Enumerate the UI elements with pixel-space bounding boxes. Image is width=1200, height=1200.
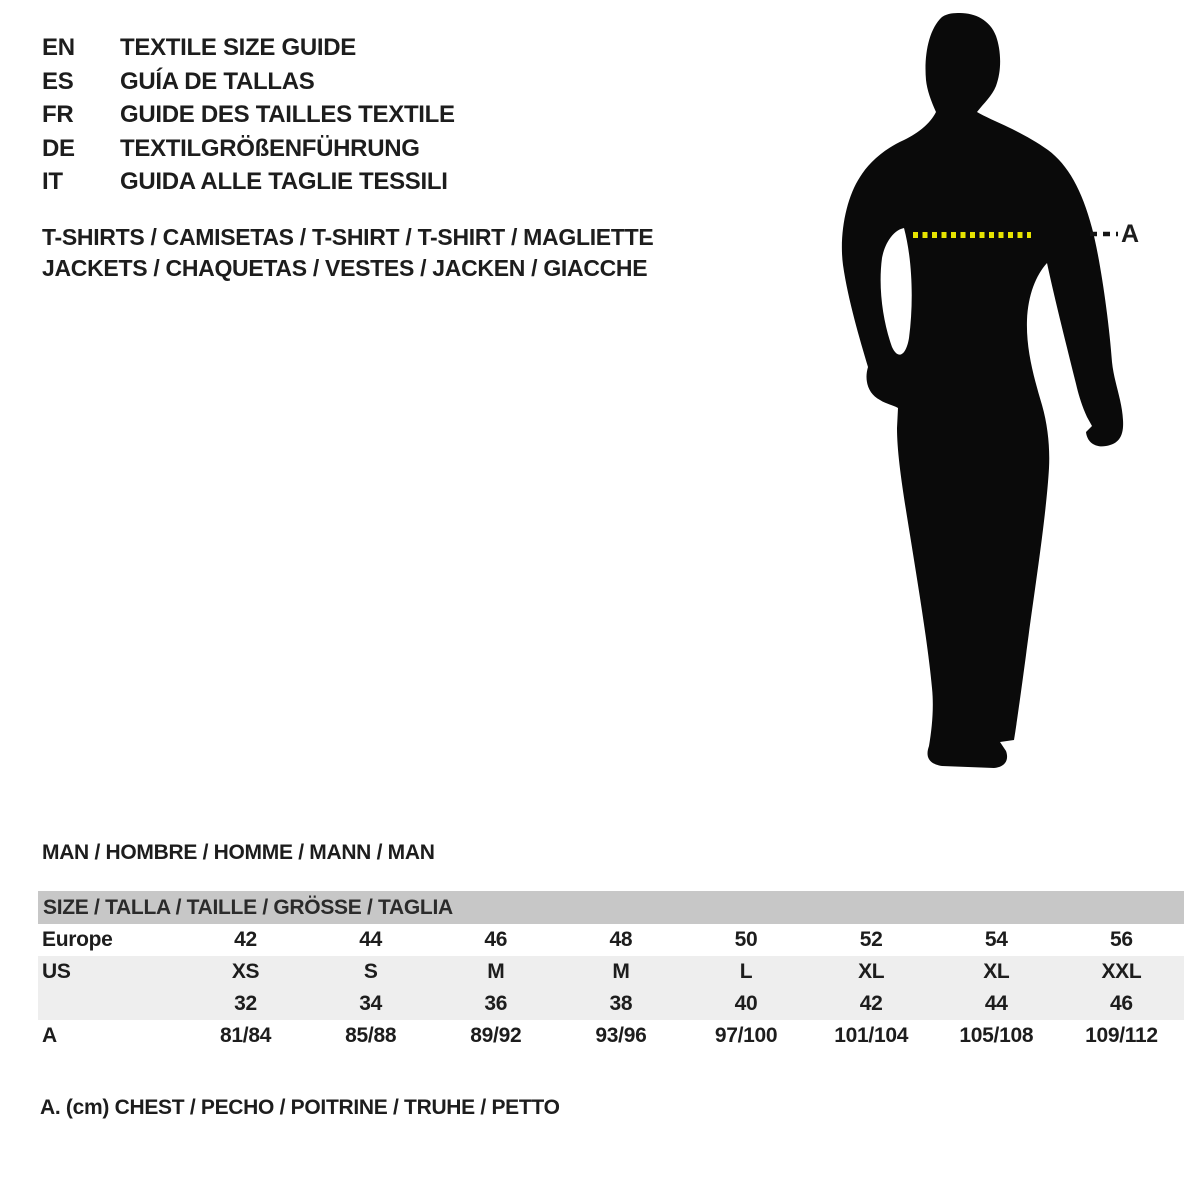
table-row-us	[38, 956, 1184, 988]
table-row-numeric	[38, 988, 1184, 1020]
size-value: 52	[859, 928, 883, 951]
language-code: IT	[42, 168, 63, 195]
man-silhouette-figure	[820, 0, 1180, 800]
row-label: A	[42, 1024, 57, 1047]
size-value: 44	[984, 992, 1008, 1015]
size-value: 32	[234, 992, 257, 1015]
size-value: S	[363, 960, 378, 983]
language-code: EN	[42, 34, 75, 61]
size-value: M	[612, 960, 630, 983]
size-value: 36	[484, 992, 508, 1015]
size-value: 48	[609, 928, 633, 951]
table-row-europe	[38, 924, 1184, 956]
language-row	[42, 31, 455, 65]
measurement-legend: A. (cm) CHEST / PECHO / POITRINE / TRUHE / PETTO	[40, 1096, 560, 1119]
size-value: 89/92	[470, 1024, 522, 1047]
size-value: 93/96	[595, 1024, 647, 1047]
man-silhouette	[820, 0, 1180, 800]
size-value: 54	[984, 928, 1008, 951]
size-value: 46	[1110, 992, 1133, 1015]
language-code: DE	[42, 134, 75, 162]
size-value: 40	[734, 992, 758, 1015]
size-value: 56	[1110, 928, 1133, 951]
language-title: TEXTILGRÖßENFÜHRUNG	[120, 134, 420, 162]
language-row	[42, 165, 455, 199]
category-line-tshirts: T-SHIRTS / CAMISETAS / T-SHIRT / T-SHIRT / MAGLIETTE	[42, 224, 654, 250]
language-row	[42, 98, 455, 132]
man-silhouette-path	[842, 13, 1123, 768]
language-title: TEXTILE SIZE GUIDE	[120, 34, 356, 61]
size-value: 44	[359, 928, 383, 951]
language-title: GUIDE DES TAILLES TEXTILE	[120, 101, 455, 128]
size-value: 97/100	[714, 1024, 778, 1047]
size-value: 109/112	[1085, 1024, 1158, 1047]
size-value: XS	[231, 960, 260, 983]
size-value: 42	[859, 992, 883, 1015]
gender-heading: MAN / HOMBRE / HOMME / MANN / MAN	[42, 841, 435, 864]
size-value: L	[739, 960, 753, 983]
size-value: 101/104	[834, 1024, 909, 1047]
size-value: M	[487, 960, 505, 983]
language-code: ES	[42, 67, 74, 95]
table-row-chest	[38, 1020, 1184, 1052]
language-title-block	[42, 31, 455, 199]
garment-categories	[42, 222, 653, 284]
size-value: 34	[359, 992, 383, 1015]
size-value: 105/108	[959, 1024, 1034, 1047]
language-title: GUIDA ALLE TAGLIE TESSILI	[120, 168, 448, 195]
size-value: 46	[484, 928, 508, 951]
size-value: 50	[734, 928, 758, 951]
measurement-a-label: A	[1121, 220, 1139, 248]
language-title: GUÍA DE TALLAS	[120, 67, 315, 95]
language-code: FR	[42, 101, 74, 128]
size-value: XL	[983, 960, 1010, 983]
category-line-jackets: JACKETS / CHAQUETAS / VESTES / JACKEN / GIACCHE	[42, 255, 648, 281]
size-value: 85/88	[345, 1024, 397, 1047]
size-table-header: SIZE / TALLA / TAILLE / GRÖSSE / TAGLIA	[38, 891, 1184, 924]
row-label	[38, 988, 183, 1020]
size-value: 81/84	[220, 1024, 272, 1047]
row-label: US	[42, 960, 71, 983]
size-value: 42	[234, 928, 257, 951]
size-value: XL	[858, 960, 885, 983]
language-row	[42, 132, 455, 166]
size-table	[38, 891, 1184, 1052]
size-value: 38	[609, 992, 633, 1015]
size-value: XXL	[1101, 960, 1142, 983]
row-label: Europe	[42, 928, 113, 951]
language-row	[42, 65, 455, 99]
